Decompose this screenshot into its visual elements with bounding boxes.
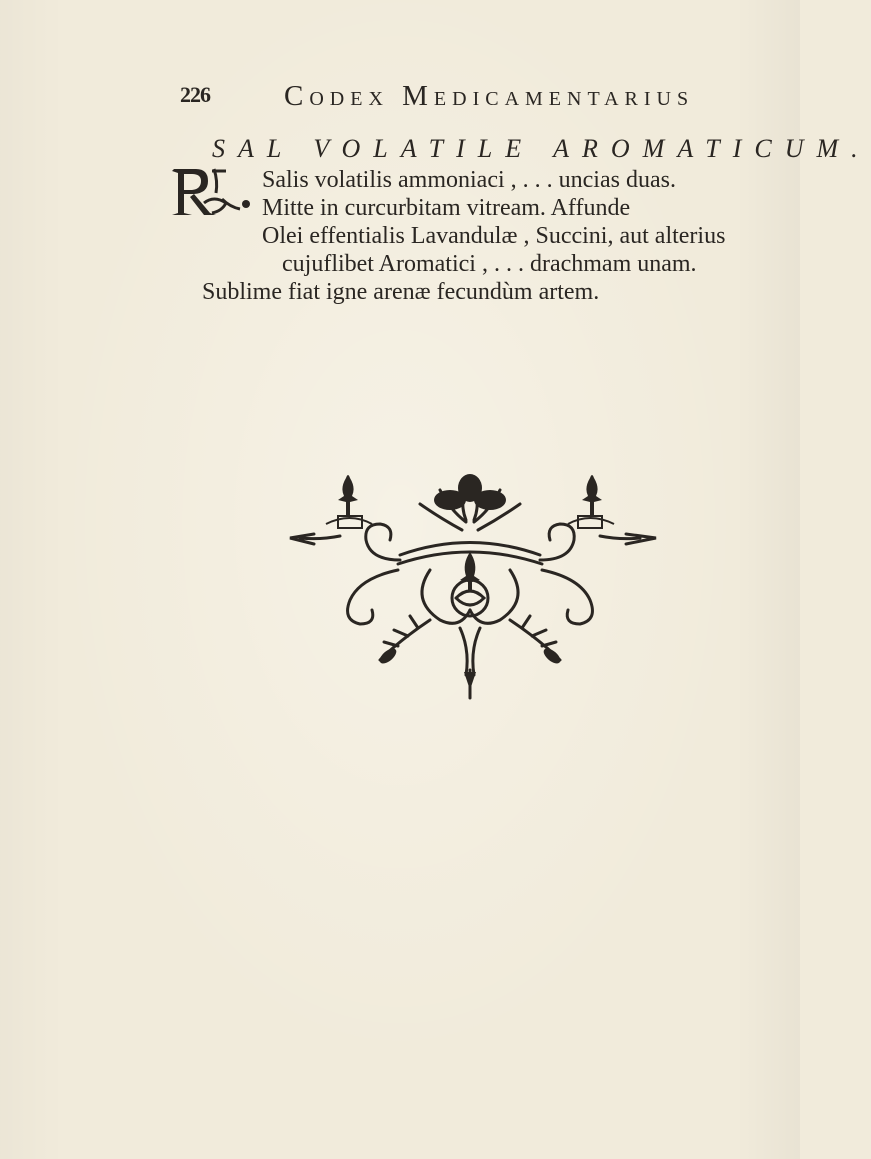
fleur-de-lis-scroll-ornament-icon	[280, 460, 660, 700]
recipe-symbol-icon	[170, 165, 256, 219]
recipe-line: cujuflibet Aromatici , . . . drachmam unam.	[282, 251, 697, 277]
page-number: 226	[180, 82, 210, 107]
recipe-line: Olei effentialis Lavandulæ , Succini, aut alterius	[262, 223, 726, 249]
running-head	[180, 80, 700, 116]
recipe-line: Sublime fiat igne arenæ fecundùm artem.	[202, 279, 600, 305]
header-title: Codex Medicamentarius	[284, 80, 695, 112]
section-title: SAL VOLATILE AROMATICUM.	[212, 134, 871, 163]
recipe-line: Mitte in curcurbitam vitream. Affunde	[262, 195, 631, 221]
recipe-line: Salis volatilis ammoniaci , . . . uncias duas.	[262, 167, 676, 193]
